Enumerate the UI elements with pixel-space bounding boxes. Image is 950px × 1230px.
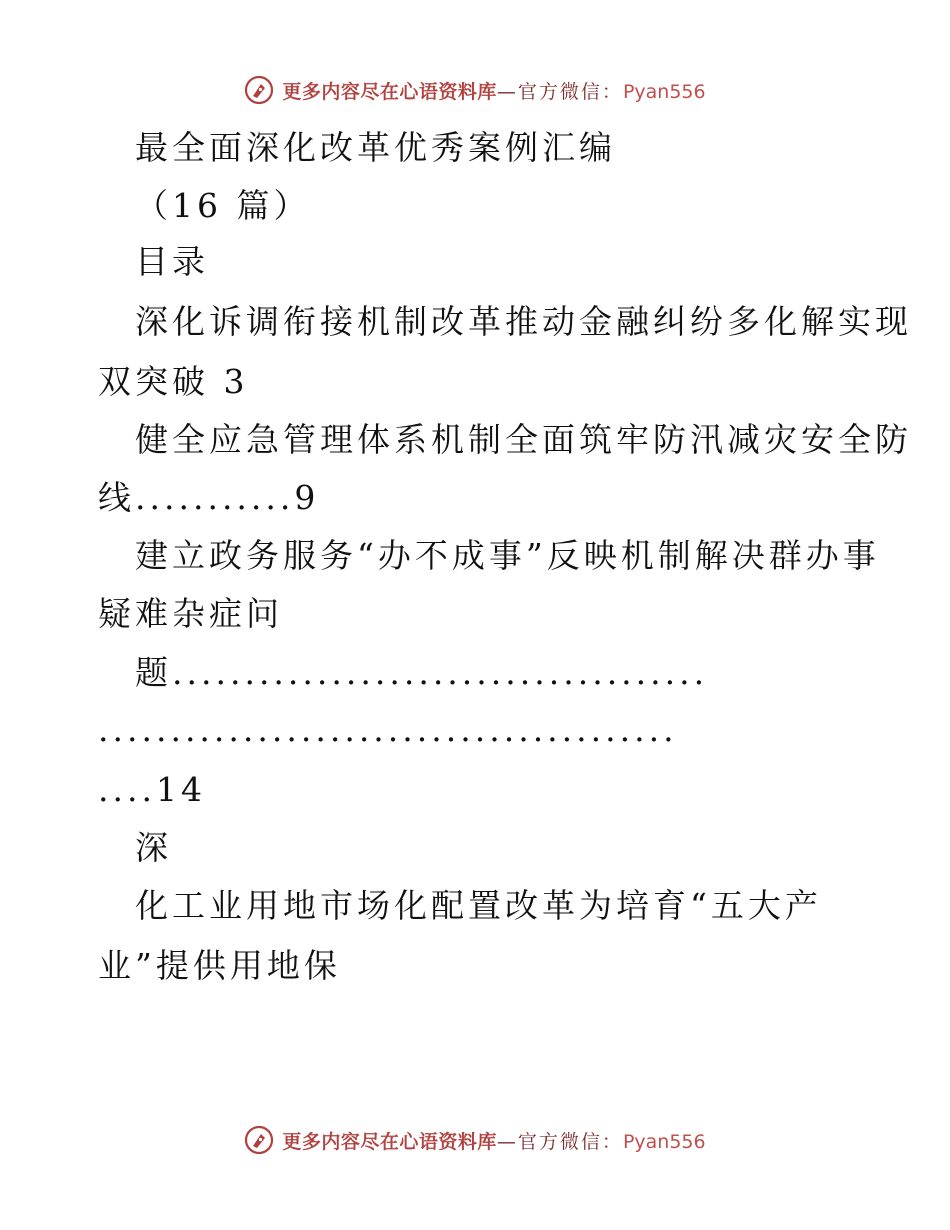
toc-entry-line: 双突破 3 xyxy=(98,362,249,401)
toc-entry-line: ........................................ xyxy=(98,710,678,749)
pen-nib-logo-icon xyxy=(244,1125,274,1155)
watermark-text: 更多内容尽在心语资料库—官方微信：Pyan556 xyxy=(282,80,706,103)
toc-entry-line: 深 xyxy=(135,828,172,867)
watermark-text: 更多内容尽在心语资料库—官方微信：Pyan556 xyxy=(282,1130,706,1153)
toc-entry-line: 化工业用地市场化配置改革为培育“五大产 xyxy=(135,886,822,925)
toc-entry-line: 疑难杂症问 xyxy=(98,594,283,633)
toc-entry-line: 建立政务服务“办不成事”反映机制解决群办事 xyxy=(135,536,880,575)
toc-entry-line: 线...........9 xyxy=(98,478,320,517)
document-subtitle: （16 篇） xyxy=(135,186,311,225)
toc-entry-line: 业”提供用地保 xyxy=(98,946,341,985)
document-title: 最全面深化改革优秀案例汇编 xyxy=(135,128,616,167)
header-watermark-banner xyxy=(0,70,950,110)
toc-entry-line: 健全应急管理体系机制全面筑牢防汛减灾安全防 xyxy=(135,420,912,459)
toc-entry-line: ....14 xyxy=(98,770,206,809)
pen-nib-logo-icon xyxy=(244,75,274,105)
toc-entry-line: 深化诉调衔接机制改革推动金融纠纷多化解实现 xyxy=(135,302,912,341)
footer-watermark-banner xyxy=(0,1120,950,1160)
toc-entry-line: 题..................................... xyxy=(135,653,709,692)
toc-heading: 目录 xyxy=(135,242,209,281)
